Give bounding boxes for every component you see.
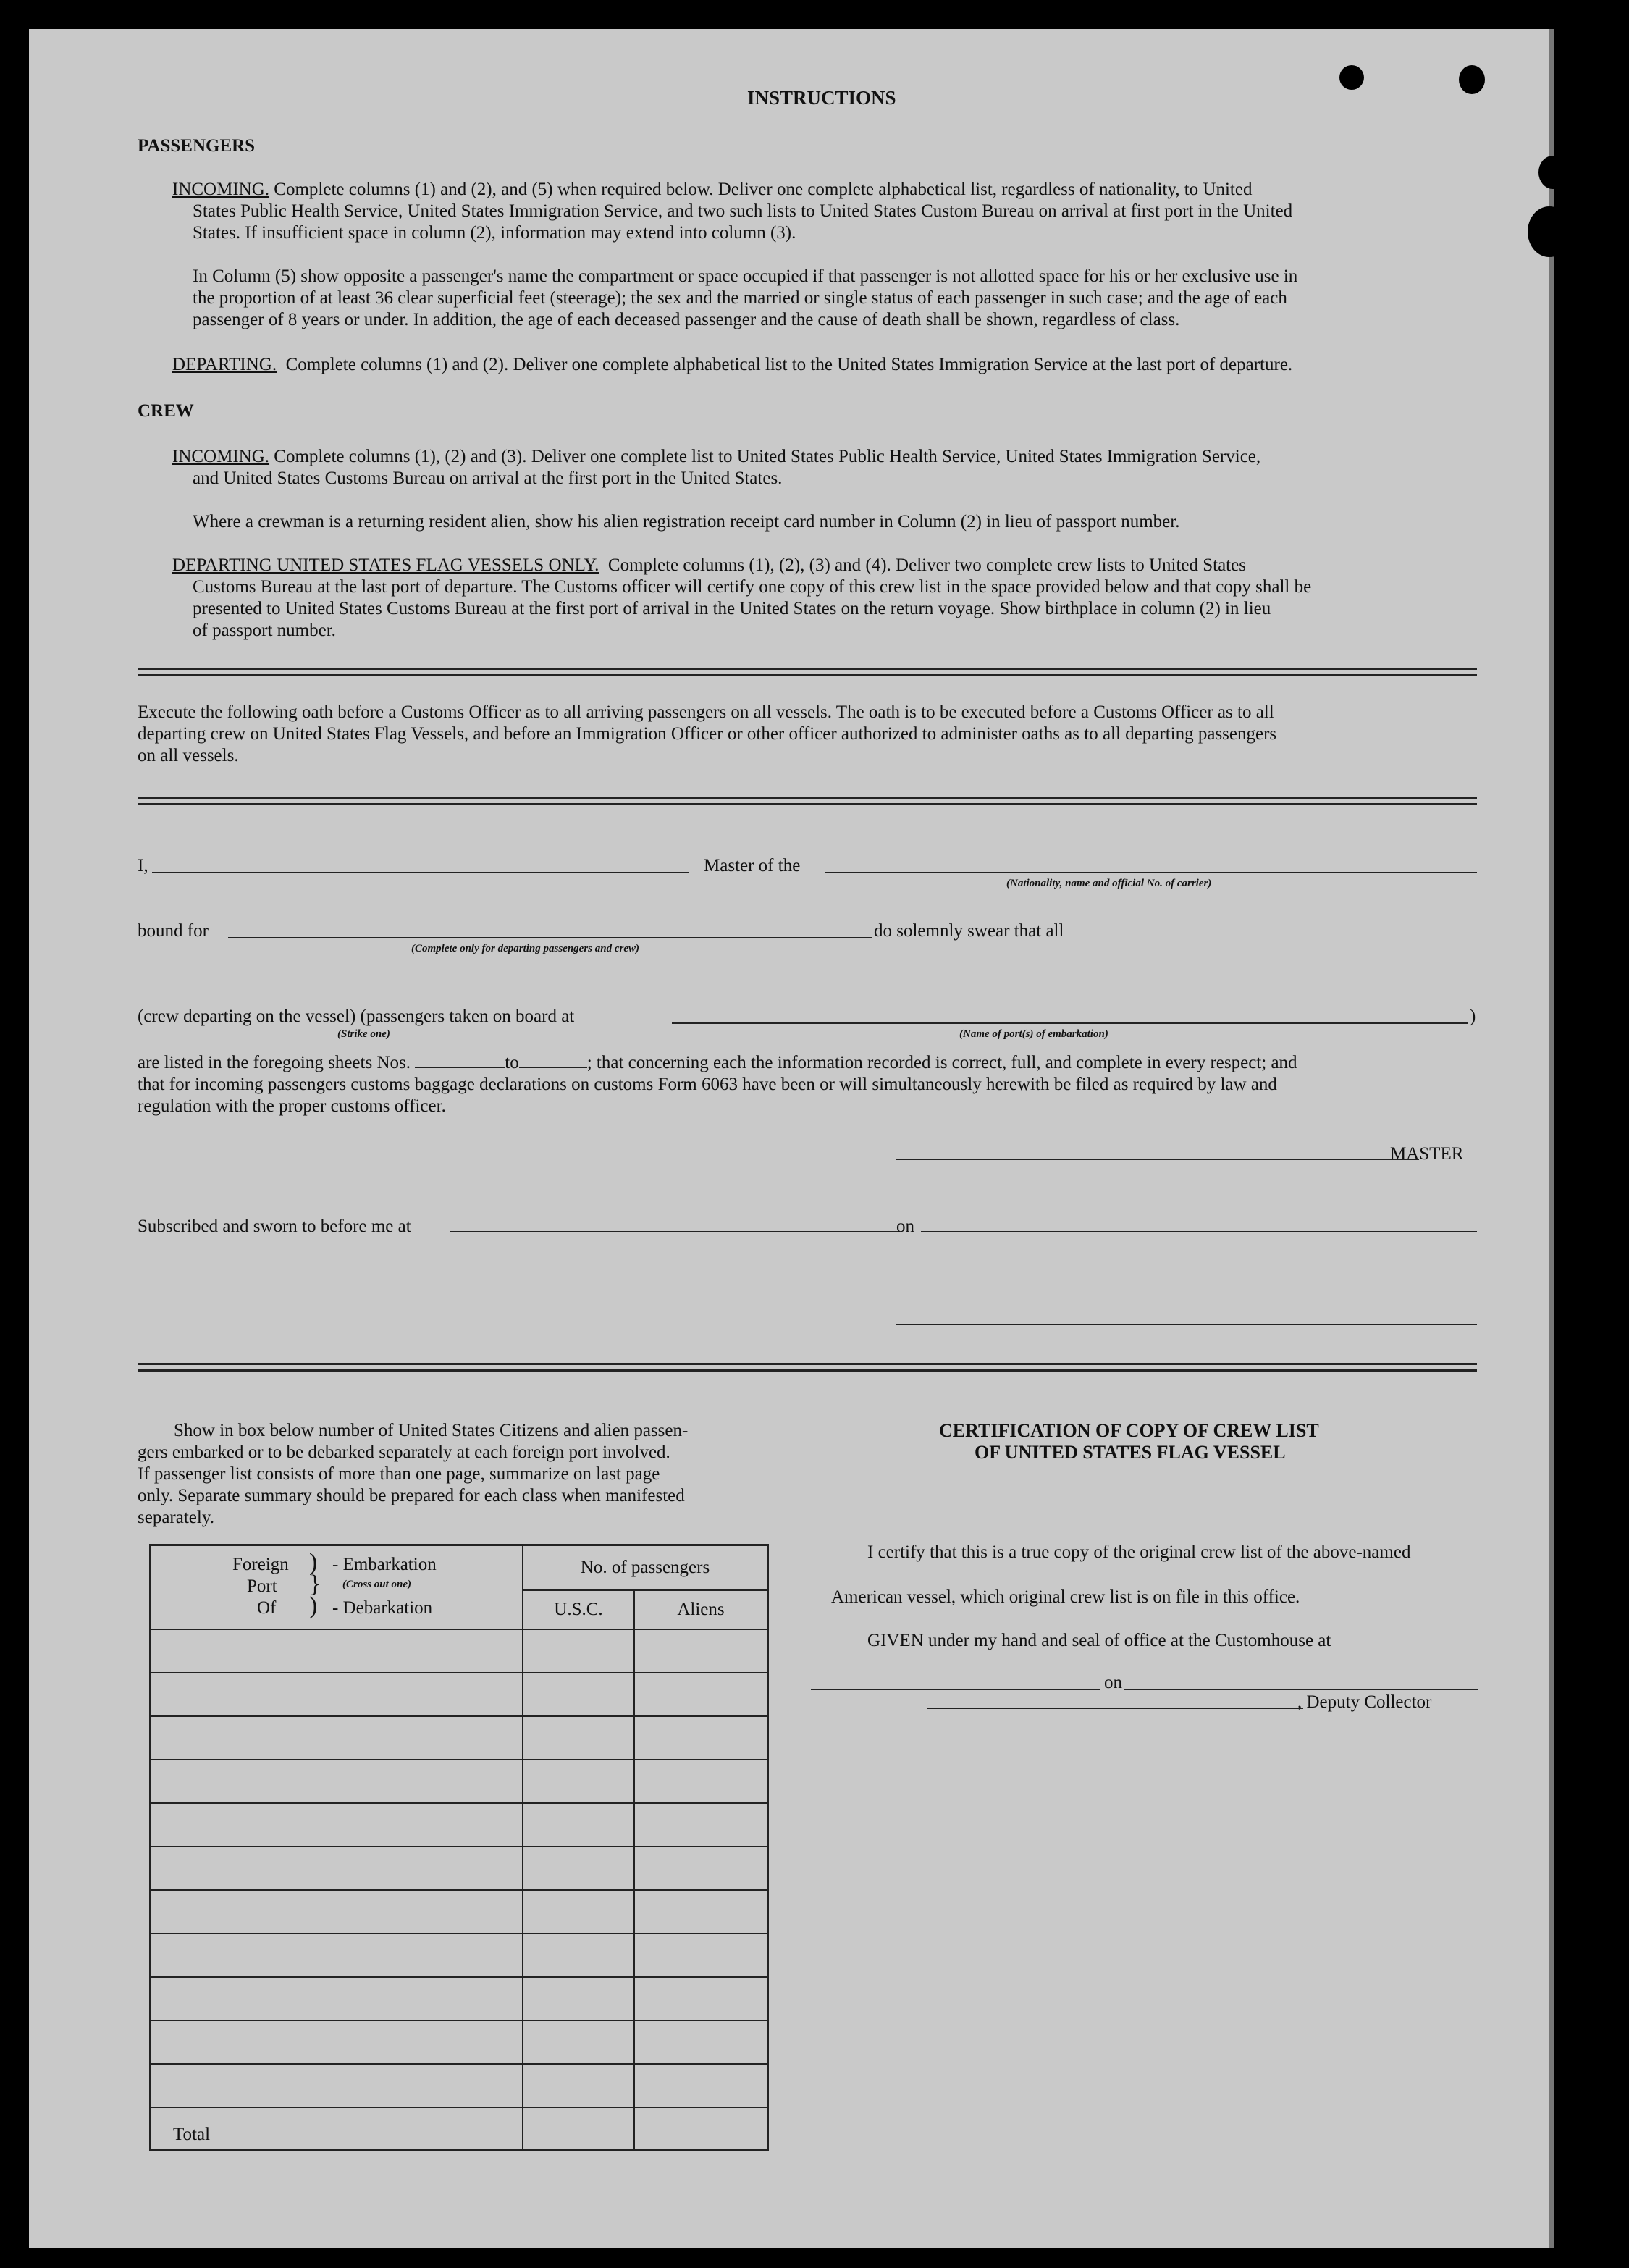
close-paren: ) xyxy=(1470,1007,1476,1026)
table-row[interactable] xyxy=(151,1716,768,1760)
aliens-cell[interactable] xyxy=(634,1933,768,1977)
summary-intro-line4: only. Separate summary should be prepared for each class when manifested xyxy=(138,1486,685,1505)
strike-one-note: (Strike one) xyxy=(337,1028,390,1040)
passengers-incoming-line2: States Public Health Service, United States Immigration Service, and two such lists to United States Custom Bureau on arrival at first port in the United xyxy=(193,201,1293,221)
crew-alien-text: Where a crewman is a returning resident alien, show his alien registration receipt card number in Column (2) in lieu of passport number. xyxy=(193,512,1180,532)
crew-incoming-line1 xyxy=(172,445,1260,468)
total-label-cell xyxy=(151,2107,523,2151)
port-cell[interactable] xyxy=(151,1673,523,1716)
table-row[interactable] xyxy=(151,2020,768,2064)
usc-label: U.S.C. xyxy=(554,1599,603,1619)
port-cell[interactable] xyxy=(151,2064,523,2107)
aliens-cell[interactable] xyxy=(634,1760,768,1803)
bound-for-note: (Complete only for departing passengers and crew) xyxy=(411,943,639,954)
usc-cell[interactable] xyxy=(523,1890,634,1933)
oath-intro-line3: on all vessels. xyxy=(138,746,239,765)
name-field[interactable] xyxy=(152,872,689,873)
usc-header xyxy=(523,1590,634,1629)
usc-cell[interactable] xyxy=(523,1716,634,1760)
passenger-summary-table xyxy=(149,1544,769,2151)
sheet-from-field[interactable] xyxy=(415,1052,505,1068)
col-foreign: Foreign xyxy=(232,1555,289,1574)
oath-intro-line2: departing crew on United States Flag Vessels, and before an Immigration Officer or other officer authorized to administer oaths as to all departing passengers xyxy=(138,724,1277,744)
ports-note: (Name of port(s) of embarkation) xyxy=(959,1028,1108,1040)
punch-hole xyxy=(1538,156,1567,189)
aliens-cell[interactable] xyxy=(634,1716,768,1760)
officer-signature-field[interactable] xyxy=(896,1324,1477,1325)
passengers-departing-text: Complete columns (1) and (2). Deliver one complete alphabetical list to the United States Immigration Service at the last port of departure. xyxy=(285,355,1293,374)
certify-line2: American vessel, which original crew list is on file in this office. xyxy=(831,1587,1300,1607)
i-label: I, xyxy=(138,856,148,875)
crew-flag-label: DEPARTING UNITED STATES FLAG VESSELS ONLY. xyxy=(172,555,599,575)
listed-text-a: are listed in the foregoing sheets Nos. xyxy=(138,1053,411,1072)
page-title: INSTRUCTIONS xyxy=(747,87,896,109)
sworn-on-label: on xyxy=(896,1217,914,1236)
customhouse-field[interactable] xyxy=(811,1689,1100,1690)
crew-flag-line1 xyxy=(172,554,1246,576)
punch-hole xyxy=(1459,65,1485,94)
bound-for-label: bound for xyxy=(138,921,209,941)
aliens-cell[interactable] xyxy=(634,1890,768,1933)
crew-incoming-text: Complete columns (1), (2) and (3). Deliver one complete list to United States Public Health Service, United States Immigration Service, xyxy=(274,447,1261,466)
oath-intro-line1: Execute the following oath before a Customs Officer as to all arriving passengers on all vessels. The oath is to be executed before a Customs Officer as to all xyxy=(138,702,1274,722)
aliens-cell[interactable] xyxy=(634,1629,768,1673)
table-row[interactable] xyxy=(151,1890,768,1933)
certification-title-line2: OF UNITED STATES FLAG VESSEL xyxy=(975,1442,1286,1463)
carrier-field[interactable] xyxy=(825,872,1477,873)
sworn-date-field[interactable] xyxy=(921,1231,1477,1232)
aliens-header xyxy=(634,1590,768,1629)
master-label: MASTER xyxy=(1390,1144,1464,1164)
crew-heading: CREW xyxy=(138,401,194,421)
punch-hole xyxy=(1528,206,1571,257)
table-row[interactable] xyxy=(151,2064,768,2107)
passengers-departing xyxy=(172,353,1292,376)
crew-flag-text: Complete columns (1), (2), (3) and (4). Deliver two complete crew lists to United States xyxy=(607,555,1246,575)
column5-line2: the proportion of at least 36 clear superficial feet (steerage); the sex and the married or single status of each passenger in such case; and the age of each xyxy=(193,288,1287,308)
passengers-departing-label: DEPARTING. xyxy=(172,355,277,374)
passengers-incoming-line1 xyxy=(172,178,1506,201)
aliens-cell[interactable] xyxy=(634,1673,768,1716)
table-row[interactable] xyxy=(151,1629,768,1673)
col-port: Port xyxy=(247,1576,277,1596)
oath-line3: regulation with the proper customs officer. xyxy=(138,1096,446,1116)
usc-cell[interactable] xyxy=(523,1673,634,1716)
swear-text: do solemnly swear that all xyxy=(874,921,1064,941)
brace-icon: ) } ) xyxy=(309,1549,321,1619)
port-cell[interactable] xyxy=(151,1803,523,1847)
port-cell[interactable] xyxy=(151,1977,523,2020)
port-cell[interactable] xyxy=(151,1760,523,1803)
oath-line2: that for incoming passengers customs baggage declarations on customs Form 6063 have been or will simultaneously herewith be filed as required by law and xyxy=(138,1075,1277,1094)
form-sheet xyxy=(29,29,1554,2248)
table-row[interactable] xyxy=(151,1977,768,2020)
aliens-label: Aliens xyxy=(677,1599,725,1619)
usc-cell[interactable] xyxy=(523,1760,634,1803)
port-cell[interactable] xyxy=(151,1890,523,1933)
passengers-incoming-line3: States. If insufficient space in column (2), information may extend into column (3). xyxy=(193,223,796,243)
aliens-cell[interactable] xyxy=(634,1847,768,1890)
sworn-place-field[interactable] xyxy=(450,1231,899,1232)
subscribed-label: Subscribed and sworn to before me at xyxy=(138,1217,411,1236)
table-row[interactable] xyxy=(151,1847,768,1890)
usc-cell[interactable] xyxy=(523,2020,634,2064)
certify-line1: I certify that this is a true copy of the original crew list of the above-named xyxy=(867,1542,1411,1562)
port-cell[interactable] xyxy=(151,1933,523,1977)
no-passengers-label: No. of passengers xyxy=(580,1557,710,1577)
table-row[interactable] xyxy=(151,1803,768,1847)
usc-cell[interactable] xyxy=(523,1847,634,1890)
summary-intro-line2: gers embarked or to be debarked separately at each foreign port involved. xyxy=(138,1442,670,1462)
aliens-cell[interactable] xyxy=(634,2064,768,2107)
divider-double xyxy=(138,1363,1477,1372)
crew-incoming-label: INCOMING. xyxy=(172,447,270,466)
listed-text-b: ; that concerning each the information recorded is correct, full, and complete in every respect; and xyxy=(586,1053,1297,1072)
port-cell[interactable] xyxy=(151,2020,523,2064)
table-row[interactable] xyxy=(151,1933,768,1977)
passengers-incoming-text: Complete columns (1) and (2), and (5) when required below. Deliver one complete alphabetical list, regardless of nationality, to United xyxy=(274,180,1253,199)
bound-for-field[interactable] xyxy=(228,937,872,938)
column5-line3: passenger of 8 years or under. In addition, the age of each deceased passenger and the cause of death shall be shown, regardless of class. xyxy=(193,310,1180,329)
divider-double xyxy=(138,797,1477,805)
master-signature-field[interactable] xyxy=(896,1159,1419,1160)
given-text: GIVEN under my hand and seal of office at the Customhouse at xyxy=(867,1631,1331,1650)
sheet-to-field[interactable] xyxy=(519,1052,587,1068)
table-header-row xyxy=(151,1545,768,1590)
crew-flag-line2: Customs Bureau at the last port of departure. The Customs officer will certify one copy of this crew list in the space provided below and that copy shall be xyxy=(193,577,1312,597)
crew-departing-text: (crew departing on the vessel) (passengers taken on board at xyxy=(138,1007,575,1026)
table-row[interactable] xyxy=(151,1673,768,1716)
aliens-cell[interactable] xyxy=(634,1977,768,2020)
usc-cell[interactable] xyxy=(523,1803,634,1847)
usc-cell[interactable] xyxy=(523,1933,634,1977)
punch-hole xyxy=(1339,65,1364,90)
aliens-total-cell[interactable] xyxy=(634,2107,768,2151)
usc-cell[interactable] xyxy=(523,1977,634,2020)
usc-cell[interactable] xyxy=(523,2064,634,2107)
table-row[interactable] xyxy=(151,1760,768,1803)
crew-flag-line4: of passport number. xyxy=(193,621,336,640)
certification-on-label: on xyxy=(1104,1673,1122,1692)
embarkation-ports-field[interactable] xyxy=(672,1022,1468,1024)
port-cell[interactable] xyxy=(151,1629,523,1673)
foreign-port-header xyxy=(151,1545,523,1629)
usc-cell[interactable] xyxy=(523,1629,634,1673)
crew-flag-line3: presented to United States Customs Bureau at the first port of arrival in the United States on the return voyage. Show birthplace in column (2) in lieu xyxy=(193,599,1271,618)
summary-intro-line1: Show in box below number of United States Citizens and alien passen- xyxy=(174,1421,689,1440)
debarkation-label: - Debarkation xyxy=(332,1598,433,1618)
certification-date-field[interactable] xyxy=(1124,1689,1478,1690)
passengers-heading: PASSENGERS xyxy=(138,136,256,156)
deputy-signature-field[interactable] xyxy=(927,1708,1303,1709)
cross-out-note: (Cross out one) xyxy=(342,1579,412,1590)
passengers-incoming-label: INCOMING. xyxy=(172,180,270,199)
aliens-cell[interactable] xyxy=(634,2020,768,2064)
divider-double xyxy=(138,668,1477,676)
certification-title-line1: CERTIFICATION OF COPY OF CREW LIST xyxy=(939,1420,1319,1441)
port-cell[interactable] xyxy=(151,1847,523,1890)
listed-line xyxy=(138,1051,1297,1074)
listed-to: to xyxy=(505,1053,519,1072)
embarkation-label: - Embarkation xyxy=(332,1555,437,1574)
port-cell[interactable] xyxy=(151,1716,523,1760)
total-label: Total xyxy=(173,2125,211,2144)
deputy-collector-label: , Deputy Collector xyxy=(1297,1692,1432,1712)
no-passengers-header xyxy=(523,1545,768,1590)
column5-line1: In Column (5) show opposite a passenger's name the compartment or space occupied if that passenger is not allotted space for his or her exclusive use in xyxy=(193,266,1298,286)
usc-total-cell[interactable] xyxy=(523,2107,634,2151)
summary-intro-line5: separately. xyxy=(138,1508,214,1527)
carrier-note: (Nationality, name and official No. of carrier) xyxy=(1006,878,1212,889)
aliens-cell[interactable] xyxy=(634,1803,768,1847)
total-row[interactable] xyxy=(151,2107,768,2151)
master-of-the-label: Master of the xyxy=(704,856,801,875)
crew-incoming-line2: and United States Customs Bureau on arrival at the first port in the United States. xyxy=(193,469,783,488)
summary-intro-line3: If passenger list consists of more than one page, summarize on last page xyxy=(138,1464,660,1484)
col-of: Of xyxy=(257,1598,277,1618)
